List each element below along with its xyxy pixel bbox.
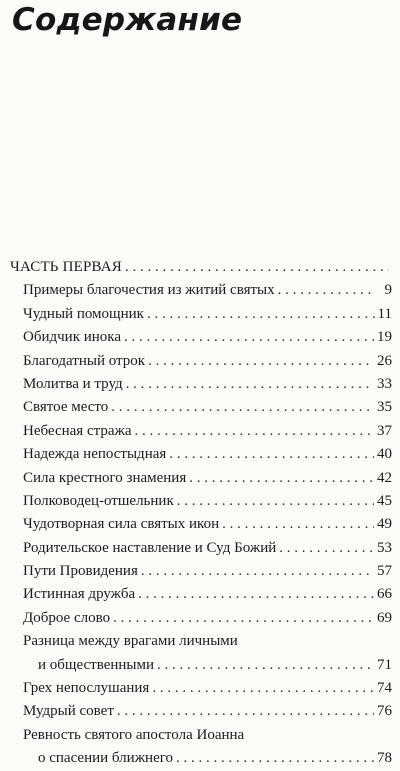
table-of-contents (10, 256, 392, 771)
toc-entry (10, 326, 392, 349)
entry-title: Надежда непостыдная (23, 446, 167, 463)
toc-entry (10, 490, 392, 513)
toc-entry (10, 373, 392, 396)
leader-dots (222, 513, 374, 536)
entry-title: Чудный помощник (23, 305, 144, 322)
leader-dots (141, 560, 374, 583)
leader-dots (189, 467, 374, 490)
entry-page-number: 9 (384, 282, 392, 299)
entry-page-number: 26 (377, 352, 392, 369)
leader-dots (278, 279, 375, 302)
leader-dots (125, 256, 389, 279)
entry-title-continuation: и общественными (38, 656, 155, 673)
leader-dots (177, 490, 374, 513)
entry-title: Примеры благочестия из житий святых (23, 282, 275, 299)
entry-title-continuation: о спасении ближнего (38, 750, 174, 767)
entry-page-number: 76 (377, 703, 392, 720)
leader-dots (152, 677, 374, 700)
entry-page-number: 66 (377, 586, 392, 603)
entry-title: Благодатный отрок (23, 352, 146, 369)
toc-entry-first-line (10, 724, 392, 747)
entry-title: Родительское наставление и Суд Божий (23, 539, 277, 556)
entry-title: Ревность святого апостола Иоанна (23, 726, 245, 743)
leader-dots (147, 303, 375, 326)
entry-page-number: 71 (377, 656, 392, 673)
part-heading-label: ЧАСТЬ ПЕРВАЯ (10, 259, 122, 275)
toc-entry-continuation (10, 654, 392, 677)
entry-title: Пути Провидения (23, 563, 138, 580)
leader-dots (126, 373, 374, 396)
entry-page-number: 53 (377, 539, 392, 556)
toc-entry (10, 420, 392, 443)
leader-dots (138, 583, 374, 606)
entry-page-number: 49 (377, 516, 392, 533)
toc-entry (10, 513, 392, 536)
entry-title: Доброе слово (23, 609, 111, 626)
entry-title: Молитва и труд (23, 375, 123, 392)
entry-page-number: 11 (377, 305, 392, 322)
toc-entry-continuation (10, 747, 392, 770)
entry-title: Грех непослушания (23, 680, 150, 697)
toc-entry-first-line (10, 630, 392, 653)
entry-page-number: 33 (377, 375, 392, 392)
toc-entry (10, 607, 392, 630)
toc-entry (10, 560, 392, 583)
leader-dots (148, 350, 374, 373)
leader-dots (124, 326, 374, 349)
toc-entry (10, 350, 392, 373)
leader-dots (169, 443, 374, 466)
leader-dots (135, 420, 374, 443)
entry-title: Обидчик инока (23, 329, 122, 346)
entry-title: Небесная стража (23, 422, 132, 439)
toc-entry (10, 467, 392, 490)
toc-entry (10, 700, 392, 723)
toc-entry (10, 537, 392, 560)
entry-page-number: 69 (377, 609, 392, 626)
toc-entry (10, 303, 392, 326)
entry-page-number: 74 (377, 680, 392, 697)
entry-title: Истинная дружба (23, 586, 136, 603)
entry-title: Чудотворная сила святых икон (23, 516, 220, 533)
entry-page-number: 40 (377, 446, 392, 463)
page-title: Содержание (12, 2, 243, 38)
entry-page-number: 45 (377, 492, 392, 509)
entry-page-number: 57 (377, 563, 392, 580)
leader-dots (117, 700, 374, 723)
toc-entry (10, 396, 392, 419)
leader-dots (176, 747, 374, 770)
toc-entry (10, 677, 392, 700)
entry-page-number: 42 (377, 469, 392, 486)
toc-entry (10, 583, 392, 606)
leader-dots (111, 396, 374, 419)
entry-title: Мудрый совет (23, 703, 114, 720)
toc-part-heading (10, 256, 392, 279)
leader-dots (113, 607, 374, 630)
entry-page-number: 37 (377, 422, 392, 439)
entry-page-number: 78 (377, 750, 392, 767)
leader-dots (157, 654, 374, 677)
entry-page-number: 35 (377, 399, 392, 416)
leader-dots (279, 537, 374, 560)
entry-title: Сила крестного знамения (23, 469, 187, 486)
entry-title: Святое место (23, 399, 109, 416)
toc-entry (10, 443, 392, 466)
entry-title: Разница между врагами личными (23, 633, 238, 650)
toc-entry (10, 279, 392, 302)
entry-title: Полководец-отшельник (23, 492, 174, 509)
entry-page-number: 19 (377, 329, 392, 346)
